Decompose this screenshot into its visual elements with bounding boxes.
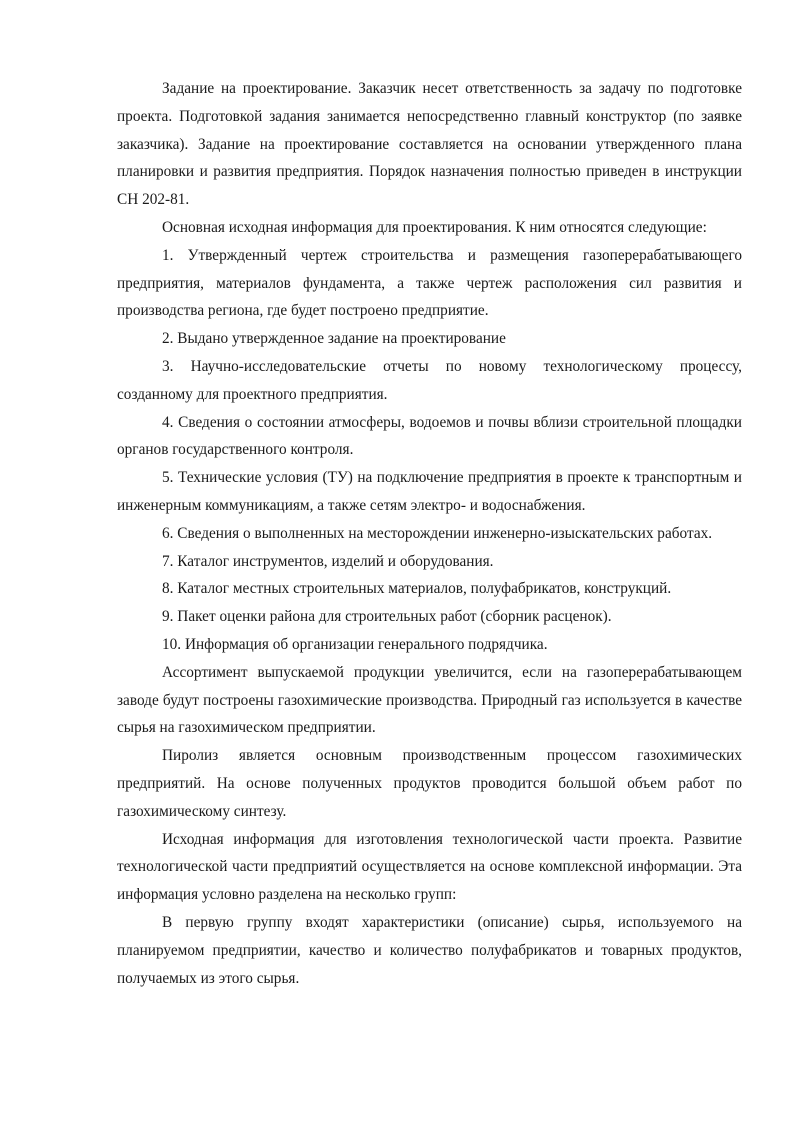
list-item-5: 5. Технические условия (ТУ) на подключение предприятия в проекте к транспортным и инженерным коммуникациям, а также сетям электро- и водоснабжения. bbox=[117, 469, 742, 514]
paragraph-source-info-intro: Основная исходная информация для проектирования. К ним относятся следующие: bbox=[162, 218, 707, 236]
list-item-10: 10. Информация об организации генерального подрядчика. bbox=[162, 635, 548, 653]
paragraph-technological-part: Исходная информация для изготовления технологической части проекта. Развитие технологической части предприятий осуществляется на основе комплексной информации. Эта информация условно разделена на несколько групп: bbox=[117, 830, 742, 904]
list-item-1: 1. Утвержденный чертеж строительства и размещения газоперерабатывающего предприятия, материалов фундамента, а также чертеж расположения сил развития и производства региона, где будет построено предприятие. bbox=[117, 246, 742, 320]
list-item-6: 6. Сведения о выполненных на месторождении инженерно-изыскательских работах. bbox=[162, 524, 713, 542]
document-page bbox=[117, 75, 742, 992]
paragraph-first-group: В первую группу входят характеристики (описание) сырья, используемого на планируемом предприятии, качество и количество полуфабрикатов и товарных продуктов, получаемых из этого сырья. bbox=[117, 913, 742, 987]
list-item-4: 4. Сведения о состоянии атмосферы, водоемов и почвы вблизи строительной площадки органов государственного контроля. bbox=[117, 413, 742, 459]
paragraph-assortment: Ассортимент выпускаемой продукции увеличится, если на газоперерабатывающем заводе будут построены газохимические производства. Природный газ используется в качестве сырья на газохимическом предприятии. bbox=[117, 663, 742, 737]
paragraph-design-task: Задание на проектирование. Заказчик несет ответственность за задачу по подготовке проекта. Подготовкой задания занимается непосредственно главный конструктор (по заявке заказчика). Задание на проектирование составляется на основании утвержденного плана планировки и развития предприятия. Порядок назначения полностью приведен в инструкции СН 202-81. bbox=[117, 80, 742, 209]
paragraph-pyrolysis: Пиролиз является основным производственным процессом газохимических предприятий. На основе полученных продуктов проводится большой объем работ по газохимическому синтезу. bbox=[117, 747, 742, 820]
list-item-9: 9. Пакет оценки района для строительных работ (сборник расценок). bbox=[162, 608, 612, 626]
list-item-7: 7. Каталог инструментов, изделий и оборудования. bbox=[162, 552, 494, 570]
list-item-8: 8. Каталог местных строительных материалов, полуфабрикатов, конструкций. bbox=[162, 580, 672, 598]
list-item-3: 3. Научно-исследовательские отчеты по новому технологическому процессу, созданному для проектного предприятия. bbox=[117, 357, 742, 403]
list-item-2: 2. Выдано утвержденное задание на проектирование bbox=[162, 330, 506, 348]
